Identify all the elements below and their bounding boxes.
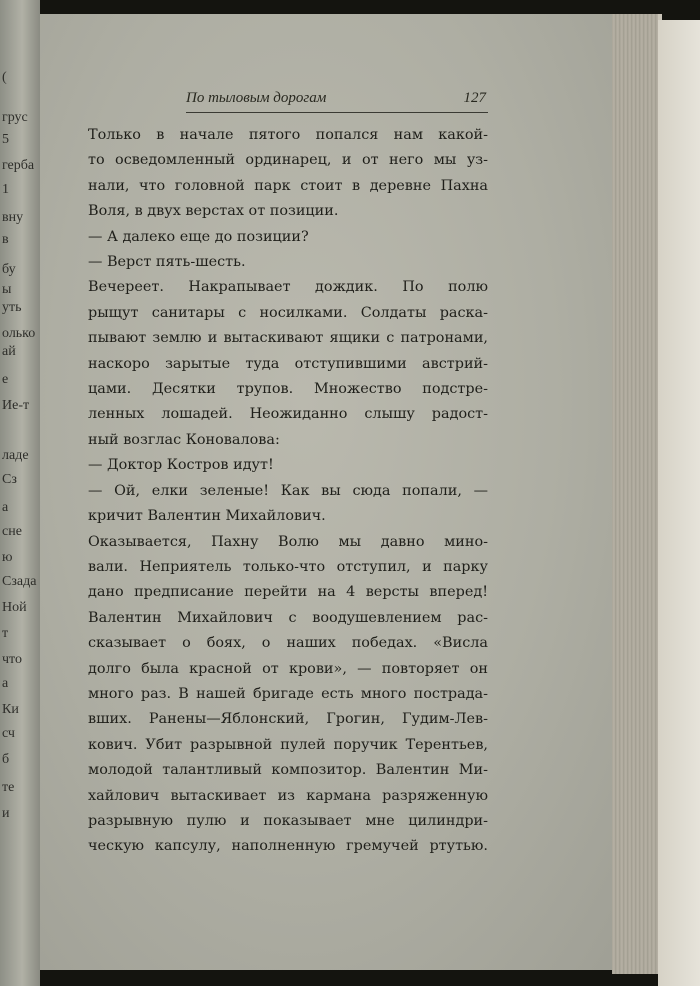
text-line: цами. Десятки трупов. Множество подстре- <box>88 381 488 398</box>
left-page-fragment: сч <box>2 726 15 741</box>
text-line: Оказывается, Пахну Волю мы давно мино- <box>88 533 488 550</box>
text-line: то осведомленный ординарец, и от него мы уз- <box>88 152 488 169</box>
text-line: Вечереет. Накрапывает дождик. По полю <box>88 279 488 296</box>
left-page-fragment: и <box>2 806 10 821</box>
text-line: — Верст пять-шесть. <box>88 254 246 271</box>
left-page-fragment: ы <box>2 282 12 297</box>
text-line: рыщут санитары с носилками. Солдаты раска- <box>88 304 488 321</box>
left-page-fragment: Ие-т <box>2 398 30 413</box>
left-page-fragment: грус <box>2 110 28 125</box>
left-page-fragment: бу <box>2 262 16 277</box>
left-page-fragment: 5 <box>2 132 9 147</box>
text-line: наскоро зарытые туда отступившими австрий- <box>88 355 488 372</box>
text-line: дано предписание перейти на 4 версты вперед! <box>88 584 488 601</box>
left-page-fragment: б <box>2 752 10 767</box>
text-line: кричит Валентин Михайлович. <box>88 508 326 525</box>
left-page-fragment: т <box>2 626 9 641</box>
left-page-fragment: 1 <box>2 182 9 197</box>
running-header <box>186 86 488 113</box>
left-page-fragment: Сз <box>2 472 17 487</box>
text-line: вших. Ранены—Яблонский, Грогин, Гудим-Лев- <box>88 711 488 728</box>
text-line: — Доктор Костров идут! <box>88 457 274 474</box>
page-number: 127 <box>463 90 486 106</box>
text-line: Только в начале пятого попался нам какой- <box>88 127 488 143</box>
left-page-fragment: вну <box>2 210 24 225</box>
text-line: пывают землю и вытаскивают ящики с патронами, <box>88 330 488 347</box>
text-line: молодой талантливый композитор. Валентин Ми- <box>88 762 488 779</box>
text-line: Валентин Михайлович с воодушевлением рас- <box>88 609 488 626</box>
left-page-fragment: Ной <box>2 600 27 615</box>
text-line: ный возглас Коновалова: <box>88 431 280 448</box>
text-line: ленных лошадей. Неожиданно слышу радост- <box>88 406 488 423</box>
left-page-fragment: ю <box>2 550 13 565</box>
left-page-edge <box>0 0 40 986</box>
left-page-fragment: уть <box>2 300 22 315</box>
left-page-fragment: а <box>2 676 9 691</box>
page-body-text <box>88 123 488 860</box>
text-line: хайлович вытаскивает из кармана разряженную <box>88 787 488 804</box>
left-page-fragment: ( <box>2 70 7 85</box>
text-line: нали, что головной парк стоит в деревне Пахна <box>88 177 488 194</box>
text-line: вали. Неприятель только-что отступил, и парку <box>88 558 488 575</box>
book-cover <box>658 20 700 986</box>
text-line: — А далеко еще до позиции? <box>88 228 309 245</box>
page-block-edge <box>612 14 662 974</box>
text-line: разрывную пулю и показывает мне цилиндри- <box>88 812 488 829</box>
left-page-fragment: те <box>2 780 15 795</box>
text-line: — Ой, елки зеленые! Как вы сюда попали, — <box>88 482 488 499</box>
left-page-fragment: что <box>2 652 22 667</box>
text-line: Воля, в двух верстах от позиции. <box>88 203 339 220</box>
left-page-fragment: в <box>2 232 9 247</box>
left-page-fragment: ай <box>2 344 16 359</box>
left-page-fragment: а <box>2 500 9 515</box>
left-page-fragment: Сзада <box>2 574 37 589</box>
left-page-fragment: герба <box>2 158 35 173</box>
text-line: сказывает о боях, о наших победах. «Висла <box>88 635 488 652</box>
left-page-fragment: ладе <box>2 448 29 463</box>
left-page-fragment: Ки <box>2 702 19 717</box>
running-title: По тыловым дорогам <box>186 90 327 106</box>
text-line: долго была красной от крови», — повторяет он <box>88 660 488 677</box>
text-line: кович. Убит разрывной пулей поручик Терентьев, <box>88 736 488 753</box>
text-line: много раз. В нашей бригаде есть много пострада- <box>88 685 488 702</box>
left-page-fragment: е <box>2 372 9 387</box>
left-page-fragment: олько <box>2 326 36 341</box>
text-line: ческую капсулу, наполненную гремучей ртутью. <box>88 838 488 855</box>
left-page-fragment: сне <box>2 524 22 539</box>
